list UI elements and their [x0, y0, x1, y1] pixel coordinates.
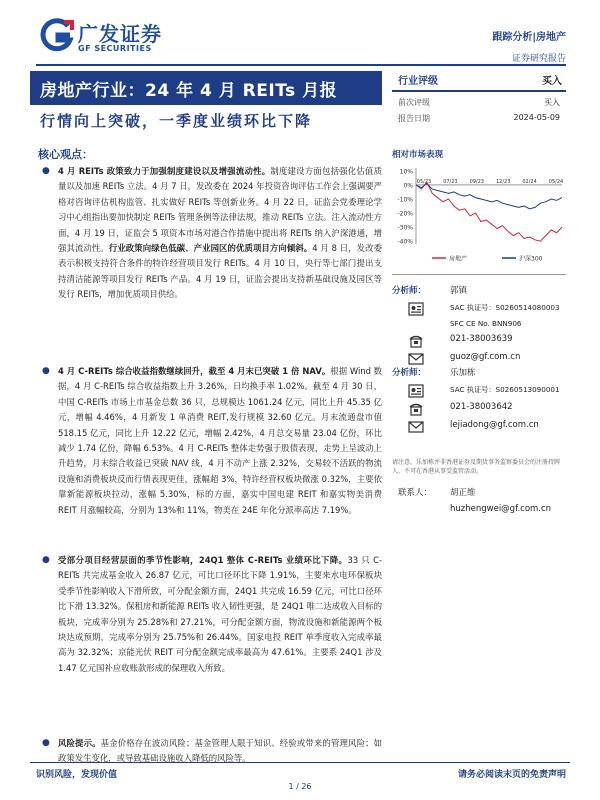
y-tick-label: 0%	[403, 182, 413, 190]
legend-label: 沪深300	[519, 255, 543, 263]
bullet-dot-icon: ●	[42, 166, 50, 176]
y-tick-label: -30%	[397, 224, 413, 232]
analyst-name: 郭镇	[450, 286, 468, 296]
rating-heading-value: 买入	[542, 76, 562, 87]
rating-row-value: 2024-05-09	[513, 113, 560, 122]
y-tick-label: 10%	[399, 168, 413, 176]
bullet-dot-icon: ●	[42, 738, 50, 748]
report-type: 证券研究报告	[511, 54, 566, 64]
x-tick-label: 05/24	[548, 178, 564, 185]
report-title: 房地产行业：24 年 4 月 REITs 月报	[30, 71, 382, 105]
contact-email[interactable]: huzhengwei@gf.com.cn	[450, 504, 552, 514]
relative-performance-chart	[392, 160, 566, 270]
rating-heading-label: 行业评级	[398, 76, 438, 87]
analyst-phone-row	[392, 334, 566, 350]
rating-row-label: 报告日期	[398, 114, 430, 123]
relative-performance-heading: 相对市场表现	[392, 150, 444, 160]
header-meta	[492, 28, 566, 64]
bullet-lead-2: 行业政策向绿色低碳、产业园区的优质项目方向倾斜。	[108, 243, 313, 254]
x-tick-label: 09/23	[469, 178, 485, 185]
rating-heading	[392, 72, 566, 92]
analyst-card-2	[392, 366, 566, 454]
person-card-icon	[408, 302, 424, 316]
bullet-lead: 受部分项目经营层面的季节性影响，24Q1 整体 C-REITs 业绩环比下降。	[58, 555, 348, 565]
y-tick-label: -10%	[397, 196, 413, 204]
core-points	[38, 164, 382, 770]
chart-divider	[392, 274, 566, 275]
core-points-heading: 核心观点：	[38, 148, 93, 161]
email-icon	[408, 352, 424, 366]
legend-label: 房地产	[449, 255, 468, 263]
analyst-sac-row	[392, 384, 566, 400]
analyst-phone-row	[392, 402, 566, 418]
bullet-text-2: 4 月 8 日，发改委表示积极支持符合条件的特许经营项目发行 REITs。4 月 10 日，央行等七部门提出支持清洁能源等项目发行 REITs 产品。4 月 19 日，证监会提出支持新基础设施及园区等发行 REITs，增加优质项目供给。	[58, 243, 382, 300]
analyst-sac: SAC 执证号：S0260514080003	[450, 303, 560, 312]
company-logo	[38, 14, 168, 58]
person-card-icon	[408, 384, 424, 398]
header-tags: 跟踪分析|房地产	[492, 32, 566, 43]
analyst-sac-row	[392, 302, 566, 318]
email-icon	[408, 420, 424, 434]
report-subtitle: 行情向上突破，一季度业绩环比下降	[40, 112, 313, 130]
page-number: 1 / 26	[288, 782, 312, 791]
analyst-email[interactable]: guoz@gf.com.cn	[450, 352, 521, 362]
bullet-text: 基金价格存在波动风险；基金管理人限于知识、经验或带来的管理风险；如政策发生变化，或导致基础设施收入降低的风险等。	[58, 738, 383, 764]
licensing-disclaimer: 请注意，乐加栋并非香港证券及期货事务监察委员会的注册持牌人，不可在香港从事受监管活动。	[392, 459, 561, 475]
x-tick-label: 02/24	[522, 178, 537, 185]
analyst-name: 乐加栋	[450, 368, 476, 378]
analyst-phone: 021-38003642	[450, 402, 513, 412]
logo-text-en: GF SECURITIES	[78, 44, 152, 53]
bullet-policy	[38, 164, 382, 361]
gf-logo-icon	[38, 18, 74, 54]
x-tick-label: 07/23	[443, 178, 458, 185]
analyst-label: 分析师：	[392, 368, 427, 378]
x-tick-label: 05/23	[416, 178, 432, 185]
logo-text-cn: 广发证券	[78, 22, 162, 46]
footer-divider	[30, 762, 570, 763]
bullet-lead: 4 月 REITs 政策致力于加强制度建设以及增强流动性。	[58, 166, 271, 176]
analyst-sfc: SFC CE No. BNN906	[450, 319, 522, 328]
analyst-phone: 021-38003639	[450, 334, 513, 344]
bullet-text: 33 只 C-REITs 共完成基金收入 26.87 亿元，可比口径环比下降 1.91%，主要来水电环保板块受季节性影响收入下滑所致，可分配金额方面，24Q1 共完成 16.59 亿元，可比口径环比下滑 13.32%。保租房和新能源 REITs 收入韧性更强，是 24Q1 唯二达成收入目标的板块，完成率分别为 25.28%和 27.21%，可分配金额方面，物流设施和新能源两个板块达成预期，完成率分别为 25.75%和 26.44%。国家电投 REIT 单季度收入完成率最高为 32.32%；京能光伏 REIT 可分配金额完成率最高为 47.61%。主要系 24Q1 涉及 1.47 亿元国补应收账款形成的保理收入所致。	[58, 555, 383, 673]
rating-row-label: 前次评级	[398, 98, 430, 107]
x-tick-label: 12/23	[495, 178, 511, 185]
bullet-lead: 风险提示。	[58, 738, 101, 748]
series-line-csi300	[416, 184, 562, 209]
rating-row-value: 买入	[544, 98, 560, 107]
y-tick-label: -40%	[397, 238, 413, 246]
contact-name: 胡正维	[450, 488, 476, 498]
rating-row-date	[392, 108, 566, 124]
phone-icon	[408, 334, 424, 348]
bullet-risk	[38, 736, 382, 770]
footer-slogan: 识别风险，发现价值	[36, 770, 118, 780]
bullet-lead: 4 月 C-REITs 综合收益指数继续回升，截至 4 月末已突破 1 倍 NAV。	[58, 366, 331, 376]
footer-disclaimer: 请务必阅读末页的免责声明	[457, 770, 566, 780]
bullet-performance	[38, 553, 382, 733]
analyst-email[interactable]: lejiadong@gf.com.cn	[450, 420, 539, 430]
bullet-dot-icon: ●	[42, 555, 50, 565]
rating-row-previous	[392, 92, 566, 108]
y-tick-label: -20%	[397, 210, 413, 218]
contact-label: 联系人：	[398, 488, 433, 498]
phone-icon	[408, 402, 424, 416]
bullet-text: 制度建设方面包括强化估值质量以及加速 REITs 立法。4 月 7 日，发改委在 2024 年投资咨询评估工作会上强调要严格对咨询评估机构监管、扎实做好 REITs 等创新业务。4 月 22 日，证监会党委理论学习中心组指出要加快制定 REITs 管理条例等法律法规，推动 REITs 立法。注入流动性方面，4 月 19 日，证监会 5 项资本市场对港合作措施中提出将 REITs 纳入沪深港通，增强其流动性。	[58, 166, 382, 254]
rating-panel	[392, 72, 566, 124]
analyst-card-1	[392, 284, 566, 376]
bullet-dot-icon: ●	[42, 366, 50, 376]
header-divider	[36, 64, 566, 66]
bullet-text: 根据 Wind 数据，4 月 C-REITs 综合收益指数上升 3.26%，日均换手率 1.02%。截至 4 月 30 日，中国 C-REITs 市场上市基金总数 36 只，总规模达 1061.24 亿元，同比上升 45.35 亿元，增幅 4.46%，4 月新发 1 单消费 REIT,发行规模 32.60 亿元。月末流通盘市值 518.15 亿元，同比上升 12.22 亿元，增幅 2.42%，4 月总交易量 23.04 亿份，环比减少 1.74 亿份，降幅 6.53%。4 月 C-REITs 整体走势强于股债表现，走势上呈波动上升趋势，月末综合收益已突破 NAV 线，4 月不动产上涨 2.32%，交易较不活跃的物流设施和消费板块反而行情表现更佳，涨幅超 3%，特许经营权板块微涨 0.32%，主要依靠新能源板块拉动，涨幅 5.30%，标的方面，嘉实中国电建 REIT 和嘉实物美消费 REIT 月涨幅较高，分别为 13%和 11%，物美在 24E 年化分派率高达 7.19%。	[58, 366, 382, 515]
analyst-label: 分析师：	[392, 286, 427, 296]
analyst-sac: SAC 执证号：S0260513090001	[450, 385, 560, 394]
analyst-email-row	[392, 420, 566, 436]
bullet-index	[38, 364, 382, 550]
